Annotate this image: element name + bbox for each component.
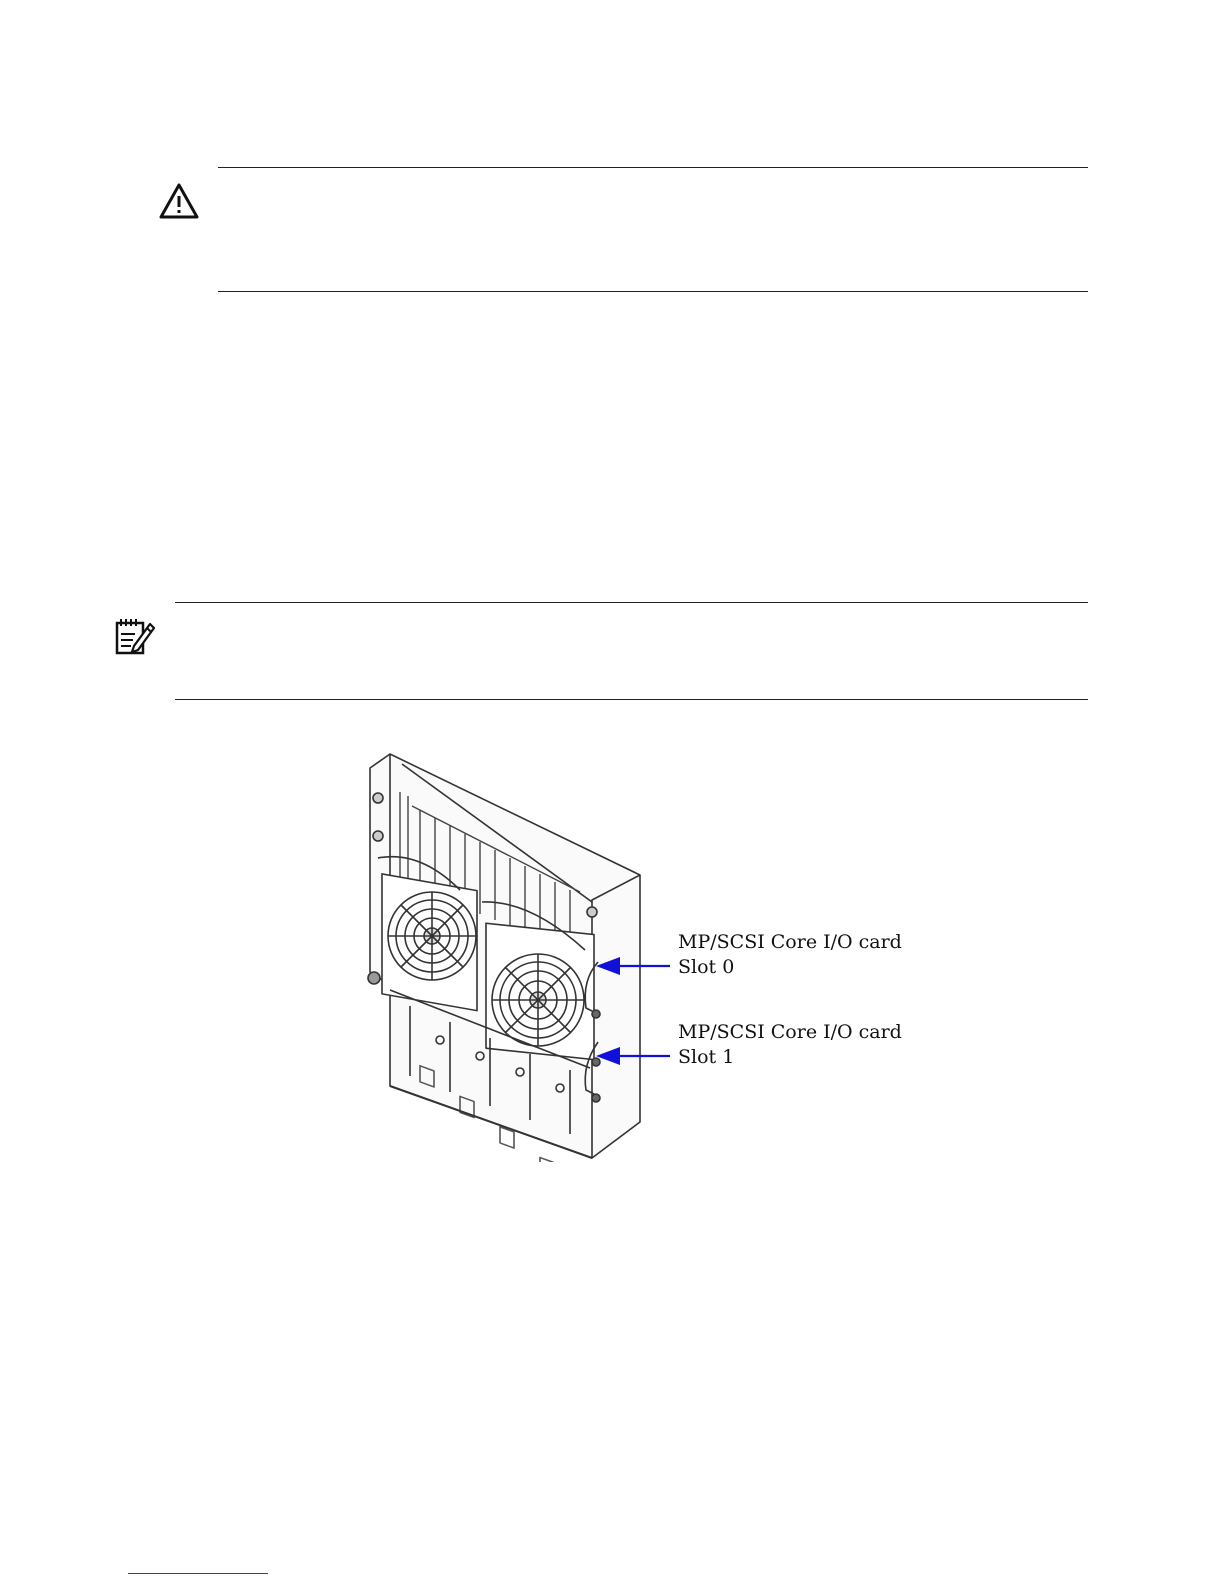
callout-line2: Slot 0	[678, 956, 735, 978]
callout-line1: MP/SCSI Core I/O card	[678, 1021, 902, 1043]
callout-line2: Slot 1	[678, 1046, 735, 1068]
footer-link-underline[interactable]	[128, 1573, 268, 1574]
callout-arrow-slot-1	[594, 1045, 670, 1067]
callout-label-slot-0	[678, 930, 902, 980]
callout-line1: MP/SCSI Core I/O card	[678, 931, 902, 953]
note-bottom-rule	[175, 699, 1088, 700]
callout-label-slot-1	[678, 1020, 902, 1070]
callout-arrow-slot-0	[594, 955, 670, 977]
note-pencil-icon	[114, 616, 156, 656]
warning-triangle-icon	[158, 182, 200, 220]
note-top-rule	[175, 602, 1088, 603]
warning-top-rule	[218, 167, 1088, 168]
warning-bottom-rule	[218, 291, 1088, 292]
